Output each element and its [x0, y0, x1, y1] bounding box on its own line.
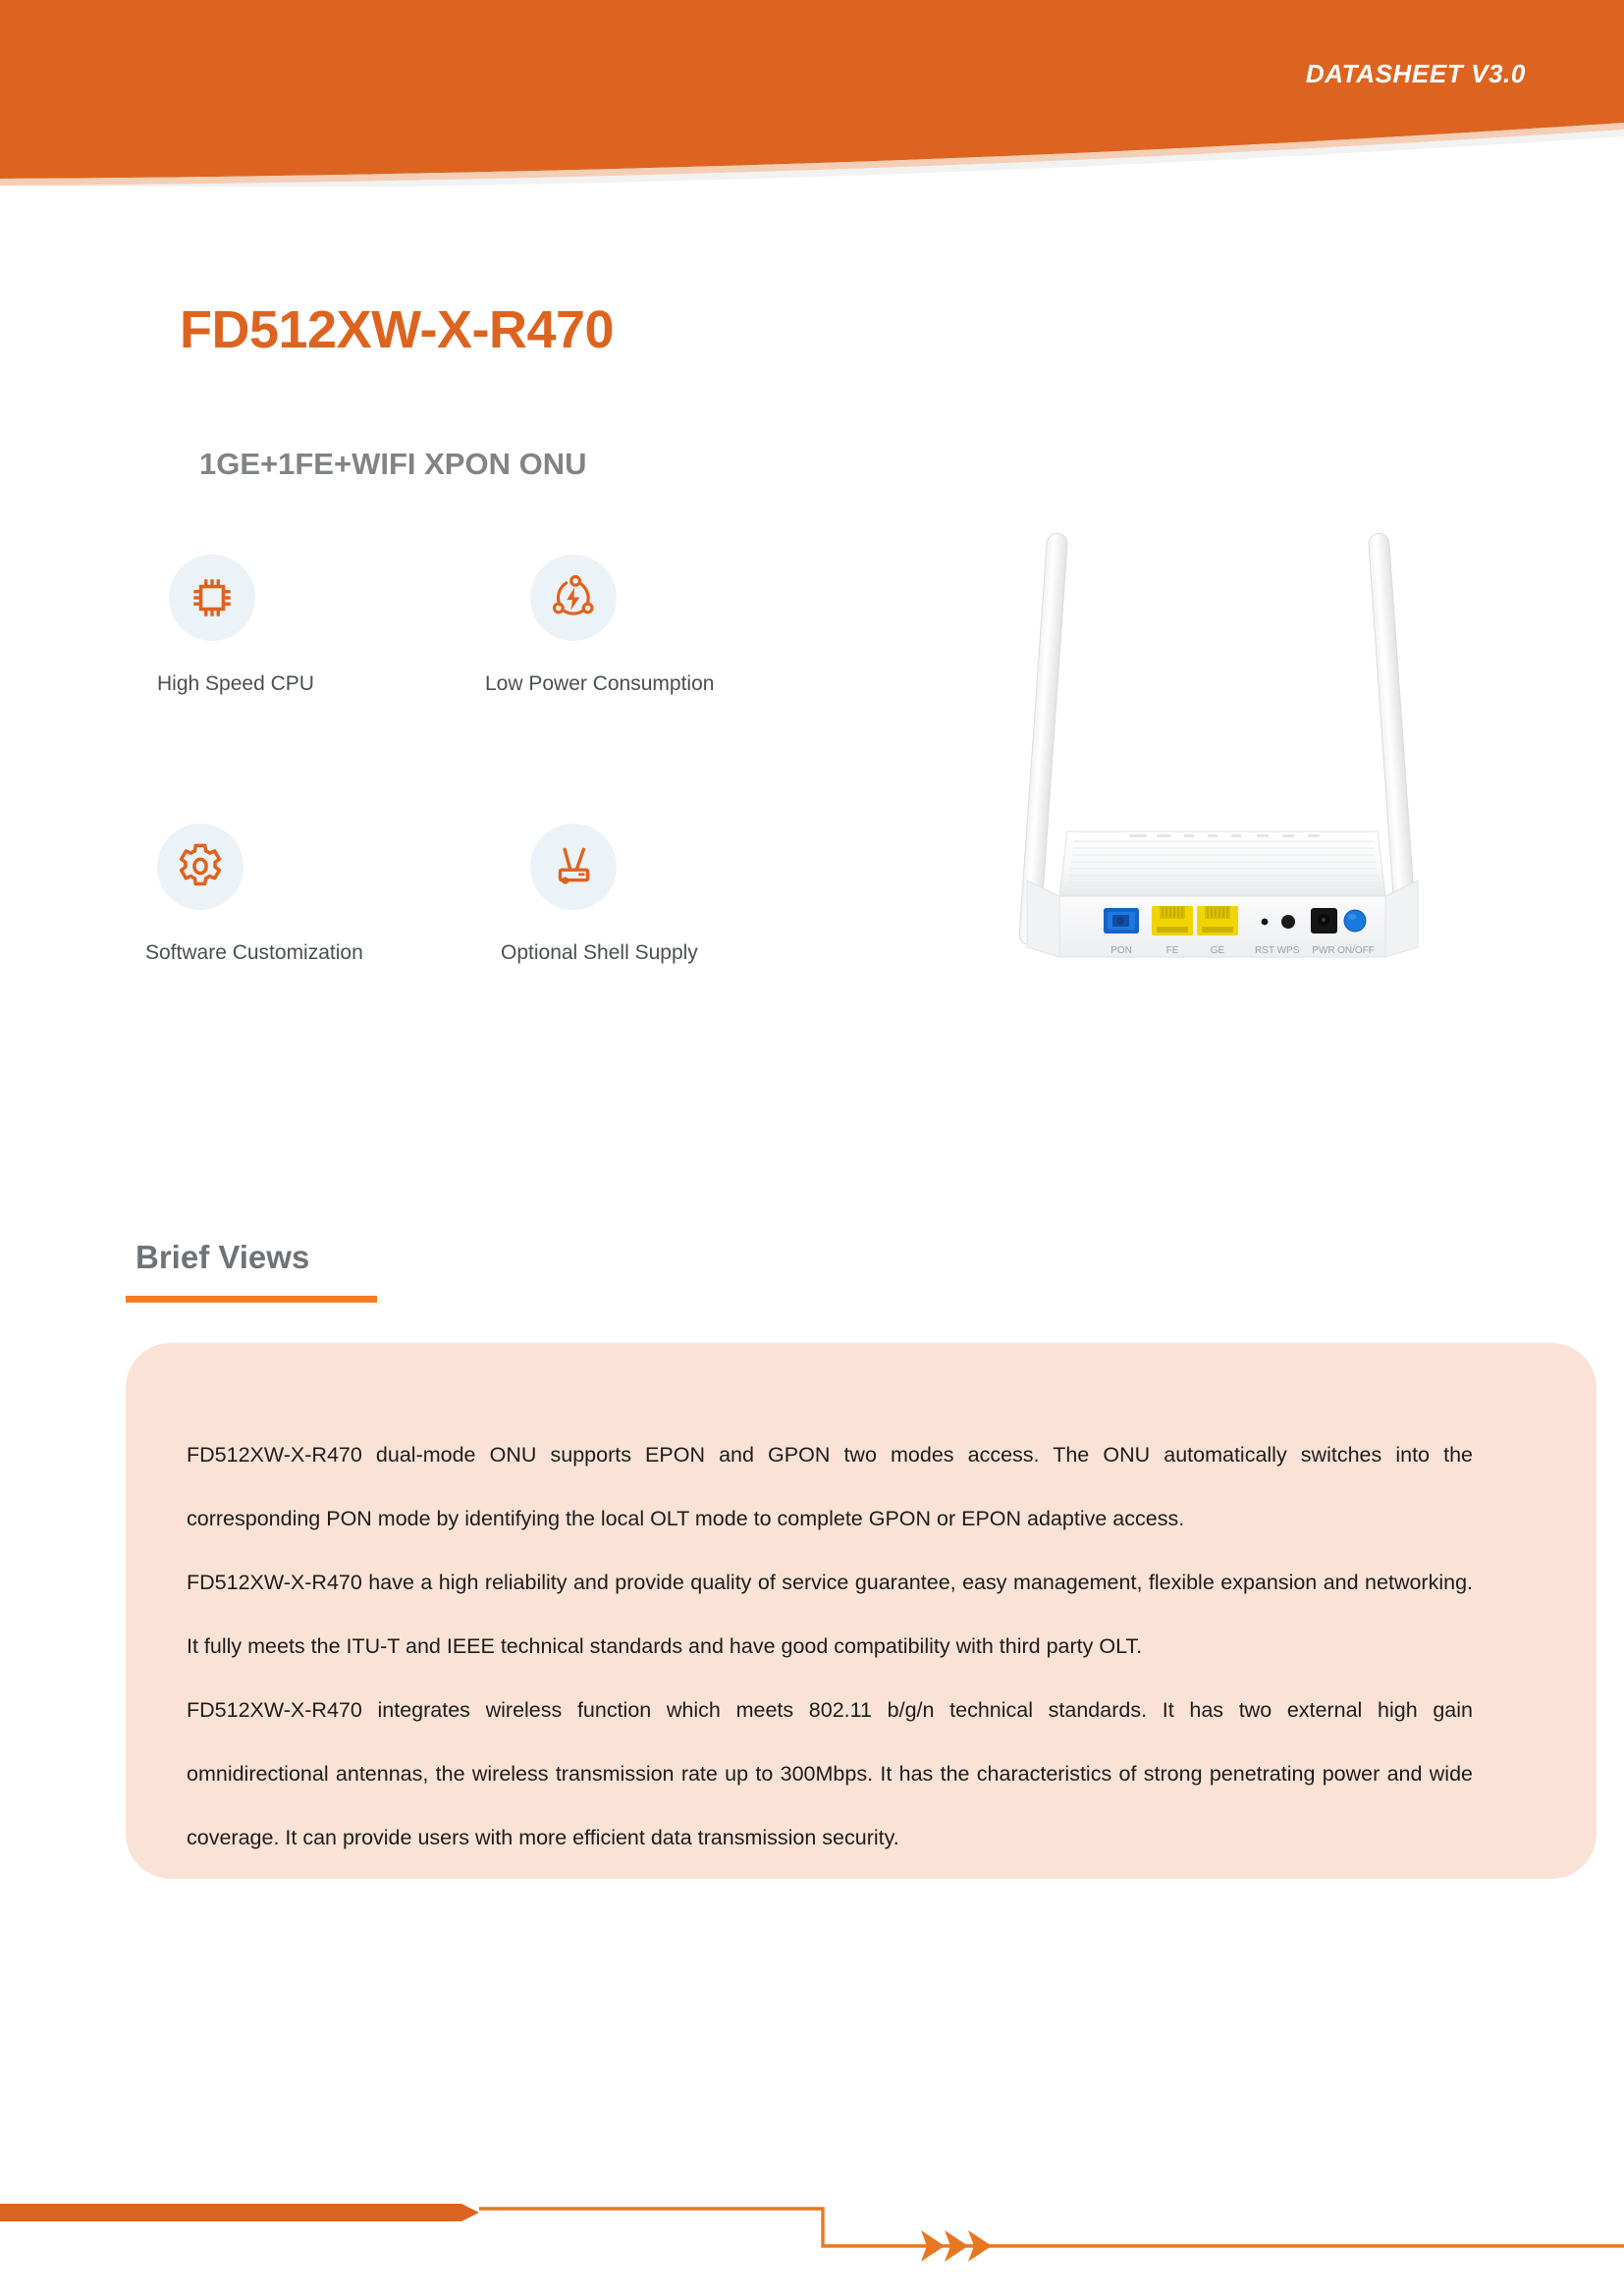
product-subtitle: 1GE+1FE+WIFI XPON ONU: [199, 447, 587, 481]
section-underline: [126, 1296, 377, 1303]
svg-text:GE: GE: [1210, 945, 1225, 956]
lightning-bolt-icon: [549, 573, 598, 622]
gear-icon: [175, 841, 226, 892]
svg-text:FE: FE: [1165, 945, 1179, 956]
brief-paragraph: FD512XW-X-R470 dual-mode ONU supports EPON and GPON two modes access. The ONU automatically switches into the corresponding PON mode by identifying the local OLT mode to complete GPON or EPON adaptive access.: [187, 1443, 1473, 1530]
feature-icon-circle: [530, 824, 617, 910]
feature-list: [145, 555, 785, 965]
feature-label: Low Power Consumption: [485, 672, 715, 695]
brief-paragraph: FD512XW-X-R470 have a high reliability and provide quality of service guarantee, easy management, flexible expansion and networking. It fully meets the ITU-T and IEEE technical standards and have good compatibility with third party OLT.: [187, 1571, 1473, 1658]
footer-decoration: [0, 2140, 1624, 2296]
brief-paragraph: FD512XW-X-R470 integrates wireless function which meets 802.11 b/g/n technical standards. It has two external high gain omnidirectional antennas, the wireless transmission rate up to 300Mbps. It has the characteristics of strong penetrating power and wide coverage. It can provide users with more efficient data transmission security.: [187, 1698, 1473, 1849]
feature-label: Optional Shell Supply: [501, 941, 698, 964]
feature-item-high-speed-cpu: [157, 555, 471, 696]
router-body: [1027, 831, 1418, 957]
svg-text:WPS: WPS: [1276, 945, 1300, 956]
section-title: Brief Views: [135, 1239, 310, 1275]
feature-item-software-customization: [145, 824, 471, 965]
section-header-brief-views: [135, 1239, 309, 1276]
router-antenna-icon: [549, 842, 598, 891]
page-title: FD512XW-X-R470: [180, 300, 615, 359]
header-banner-shape: [0, 0, 1624, 187]
brief-views-content: [187, 1423, 1473, 1870]
feature-icon-circle: [169, 555, 255, 641]
datasheet-version-label: DATASHEET V3.0: [1305, 59, 1526, 88]
feature-item-low-power-consumption: [471, 555, 785, 696]
cpu-chip-icon: [188, 573, 237, 622]
svg-text:PWR: PWR: [1312, 945, 1335, 956]
product-image: [992, 515, 1463, 987]
onu-router-illustration: [992, 515, 1463, 987]
feature-item-optional-shell-supply: [471, 824, 785, 965]
feature-label: Software Customization: [145, 941, 363, 964]
feature-icon-circle: [157, 824, 244, 910]
triple-chevron-right-icon: [921, 2230, 992, 2262]
svg-text:ON/OFF: ON/OFF: [1337, 945, 1375, 956]
svg-text:PON: PON: [1110, 945, 1132, 956]
page-header: [0, 0, 1624, 187]
port-pwr: [1311, 908, 1337, 956]
feature-icon-circle: [530, 555, 617, 641]
svg-text:RST: RST: [1255, 945, 1274, 956]
feature-label: High Speed CPU: [157, 672, 314, 695]
page-footer: [0, 2140, 1624, 2296]
